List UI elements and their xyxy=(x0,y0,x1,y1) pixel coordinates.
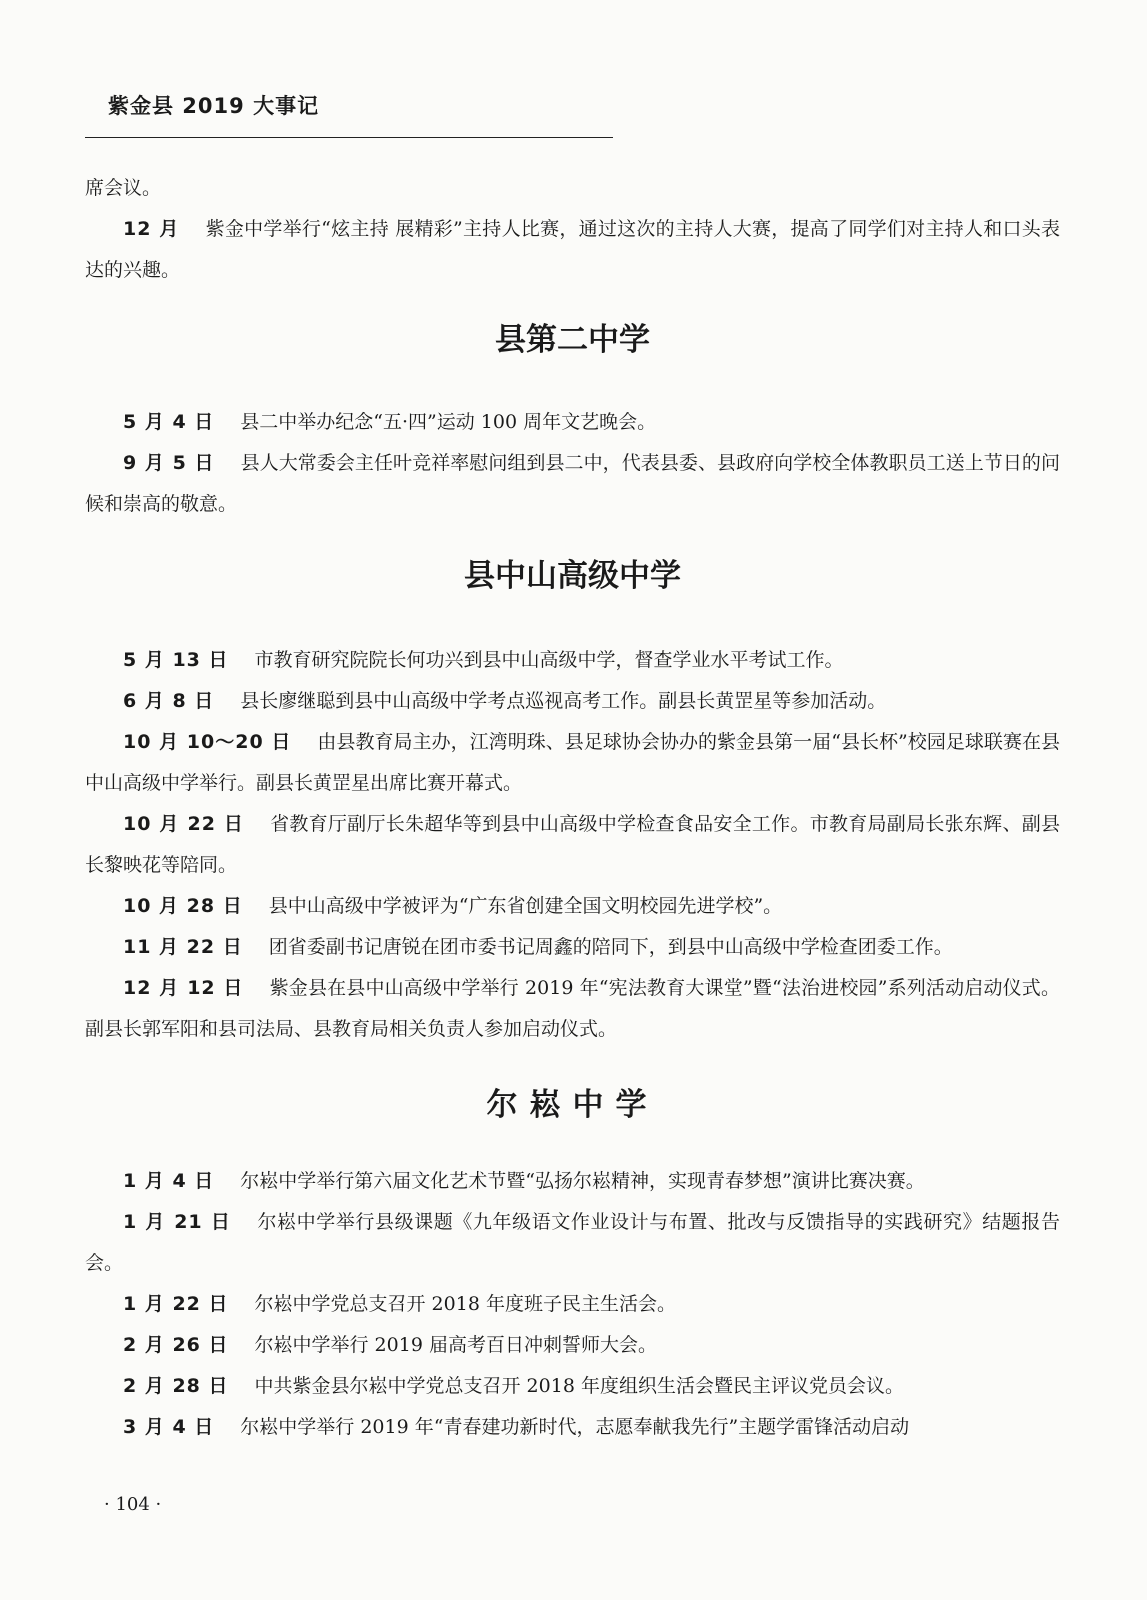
entry xyxy=(85,1161,1060,1202)
entry-text: 县中山高级中学被评为“广东省创建全国文明校园先进学校”。 xyxy=(268,895,783,917)
entry-date: 11 月 22 日 xyxy=(123,936,243,958)
entry-date: 9 月 5 日 xyxy=(123,452,215,474)
entry-date: 12 月 xyxy=(123,218,180,240)
entry-date: 2 月 26 日 xyxy=(123,1334,229,1356)
entry xyxy=(85,1366,1060,1407)
entry-date: 6 月 8 日 xyxy=(123,690,215,712)
entry xyxy=(85,443,1060,525)
header-rule xyxy=(85,137,613,138)
entry-text: 县人大常委会主任叶竞祥率慰问组到县二中，代表县委、县政府向学校全体教职员工送上节日的问候和崇高的敬意。 xyxy=(85,452,1060,515)
entry-text: 尔崧中学举行县级课题《九年级语文作业设计与布置、批改与反馈指导的实践研究》结题报告会。 xyxy=(85,1211,1060,1274)
entry xyxy=(85,640,1060,681)
entry-date: 1 月 21 日 xyxy=(123,1211,232,1233)
entry xyxy=(85,1407,1060,1448)
entry-text: 省教育厅副厅长朱超华等到县中山高级中学检查食品安全工作。市教育局副局长张东辉、副县长黎映花等陪同。 xyxy=(85,813,1060,876)
entry-text: 中共紫金县尔崧中学党总支召开 2018 年度组织生活会暨民主评议党员会议。 xyxy=(254,1375,904,1397)
entry xyxy=(85,886,1060,927)
entry xyxy=(85,804,1060,886)
page-content xyxy=(85,168,1060,1448)
entry xyxy=(85,927,1060,968)
entry xyxy=(85,681,1060,722)
entry-text: 尔崧中学举行 2019 届高考百日冲刺誓师大会。 xyxy=(254,1334,657,1356)
entry-text: 县二中举办纪念“五·四”运动 100 周年文艺晚会。 xyxy=(240,411,657,433)
entry-date: 1 月 4 日 xyxy=(123,1170,215,1192)
entry-text-continuation: 席会议。 xyxy=(85,177,162,199)
entry xyxy=(85,1202,1060,1284)
page-header: 紫金县 2019 大事记 xyxy=(108,94,320,118)
entry-text: 尔崧中学举行第六届文化艺术节暨“弘扬尔崧精神，实现青春梦想”演讲比赛决赛。 xyxy=(240,1170,925,1192)
entry-date: 10 月 10～20 日 xyxy=(123,731,292,753)
entry-date: 2 月 28 日 xyxy=(123,1375,229,1397)
entry xyxy=(85,968,1060,1050)
entry-date: 5 月 4 日 xyxy=(123,411,215,433)
page-number: · 104 · xyxy=(104,1494,162,1515)
entry-text: 团省委副书记唐锐在团市委书记周鑫的陪同下，到县中山高级中学检查团委工作。 xyxy=(268,936,953,958)
entry-date: 12 月 12 日 xyxy=(123,977,244,999)
entry xyxy=(85,1284,1060,1325)
section-title: 尔崧中学 xyxy=(486,1087,659,1123)
entry-text: 紫金中学举行“炫主持 展精彩”主持人比赛，通过这次的主持人大赛，提高了同学们对主持人和口头表达的兴趣。 xyxy=(85,218,1060,281)
section-title: 县第二中学 xyxy=(495,322,650,358)
entry xyxy=(85,1325,1060,1366)
entry xyxy=(85,209,1060,291)
entry xyxy=(85,722,1060,804)
entry xyxy=(85,402,1060,443)
entry-text: 尔崧中学举行 2019 年“青春建功新时代，志愿奉献我先行”主题学雷锋活动启动 xyxy=(240,1416,910,1438)
entry-text: 县长廖继聪到县中山高级中学考点巡视高考工作。副县长黄罡星等参加活动。 xyxy=(240,690,887,712)
section-title: 县中山高级中学 xyxy=(464,558,681,594)
entry-date: 10 月 22 日 xyxy=(123,813,245,835)
entry-text: 由县教育局主办，江湾明珠、县足球协会协办的紫金县第一届“县长杯”校园足球联赛在县中山高级中学举行。副县长黄罡星出席比赛开幕式。 xyxy=(85,731,1060,794)
entry-date: 3 月 4 日 xyxy=(123,1416,215,1438)
entry-date: 10 月 28 日 xyxy=(123,895,243,917)
entry-date: 1 月 22 日 xyxy=(123,1293,229,1315)
entry-date: 5 月 13 日 xyxy=(123,649,229,671)
entry-text: 紫金县在县中山高级中学举行 2019 年“宪法教育大课堂”暨“法治进校园”系列活动启动仪式。副县长郭军阳和县司法局、县教育局相关负责人参加启动仪式。 xyxy=(85,977,1060,1040)
entry-text: 市教育研究院院长何功兴到县中山高级中学，督查学业水平考试工作。 xyxy=(254,649,844,671)
entry-text: 尔崧中学党总支召开 2018 年度班子民主生活会。 xyxy=(254,1293,676,1315)
